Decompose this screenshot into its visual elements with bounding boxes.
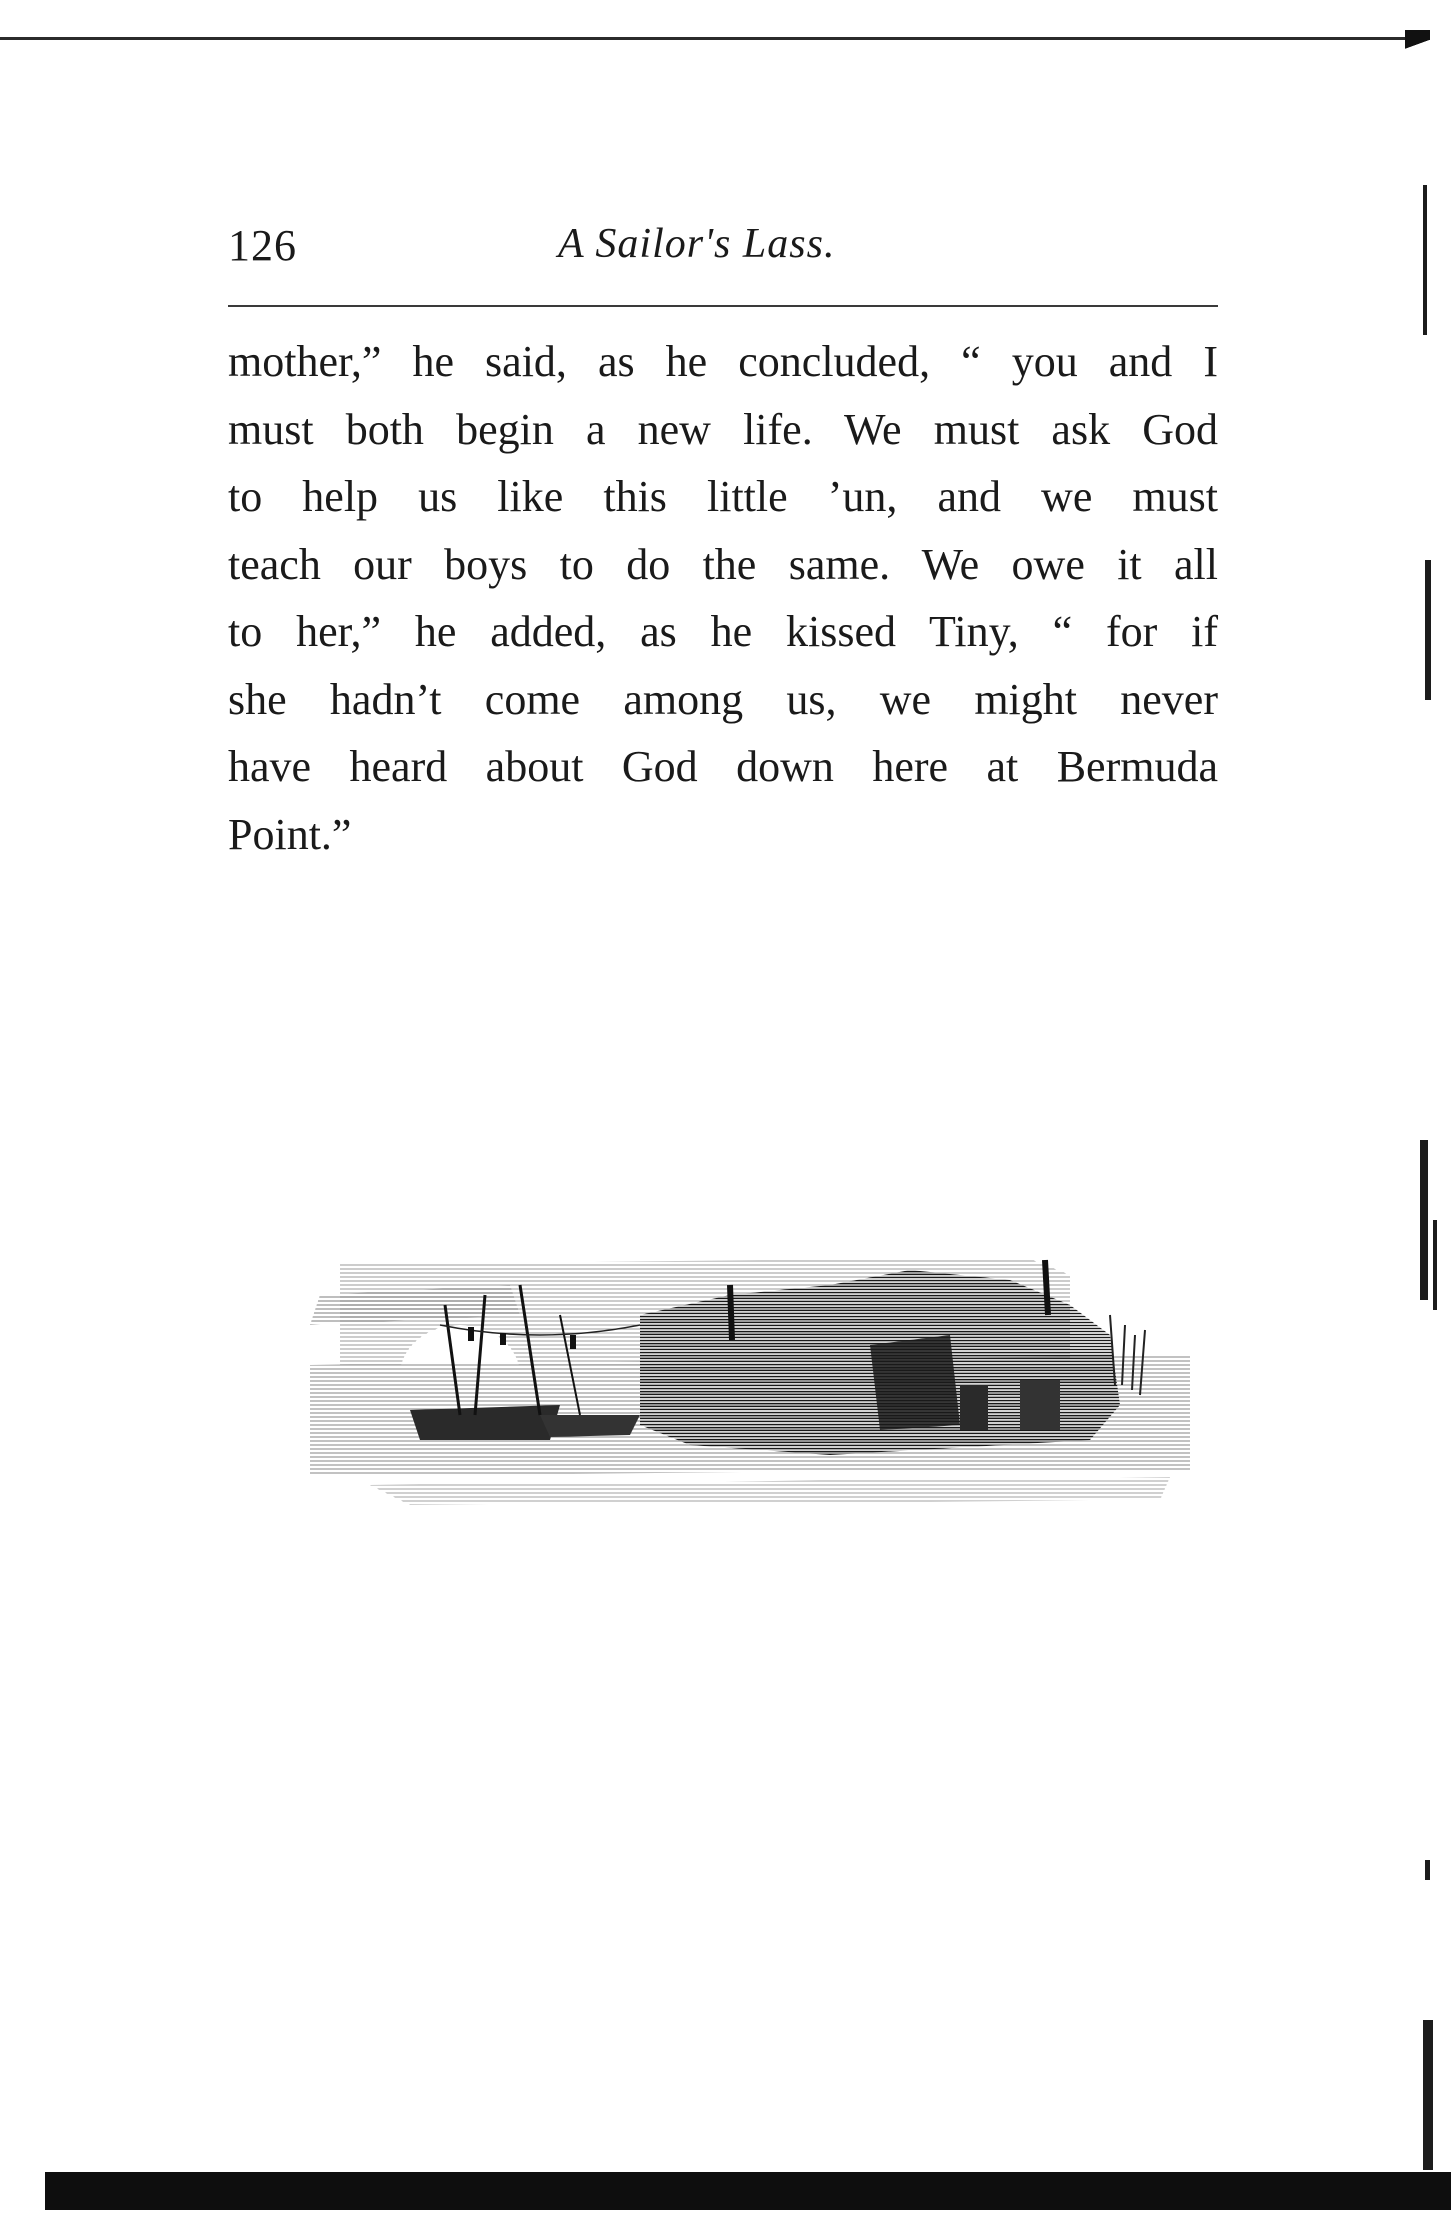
scan-right-margin xyxy=(1395,160,1451,2160)
body-line: she hadn’t come among us, we might never xyxy=(228,674,1218,724)
page-top-rule xyxy=(0,37,1430,40)
page-number: 126 xyxy=(228,221,297,270)
scan-bottom-border xyxy=(45,2172,1451,2210)
body-line: mother,” he said, as he concluded, “ you and I xyxy=(228,337,1218,386)
body-line: teach our boys to do the same. We owe it all xyxy=(228,539,1218,589)
body-line: to help us like this little ’un, and we must xyxy=(228,472,1218,521)
body-line: must both begin a new life. We must ask God xyxy=(228,404,1218,454)
running-head xyxy=(228,220,1218,280)
body-text xyxy=(228,328,1218,868)
running-title: A Sailor's Lass. xyxy=(558,221,836,267)
body-line: to her,” he added, as he kissed Tiny, “ for if xyxy=(228,607,1218,656)
body-line: Point.” xyxy=(228,809,352,859)
body-line: have heard about God down here at Bermuda xyxy=(228,742,1218,791)
page-top-rule-end xyxy=(1405,30,1430,52)
harbour-vignette-illustration xyxy=(310,1255,1190,1520)
header-rule xyxy=(228,305,1218,307)
